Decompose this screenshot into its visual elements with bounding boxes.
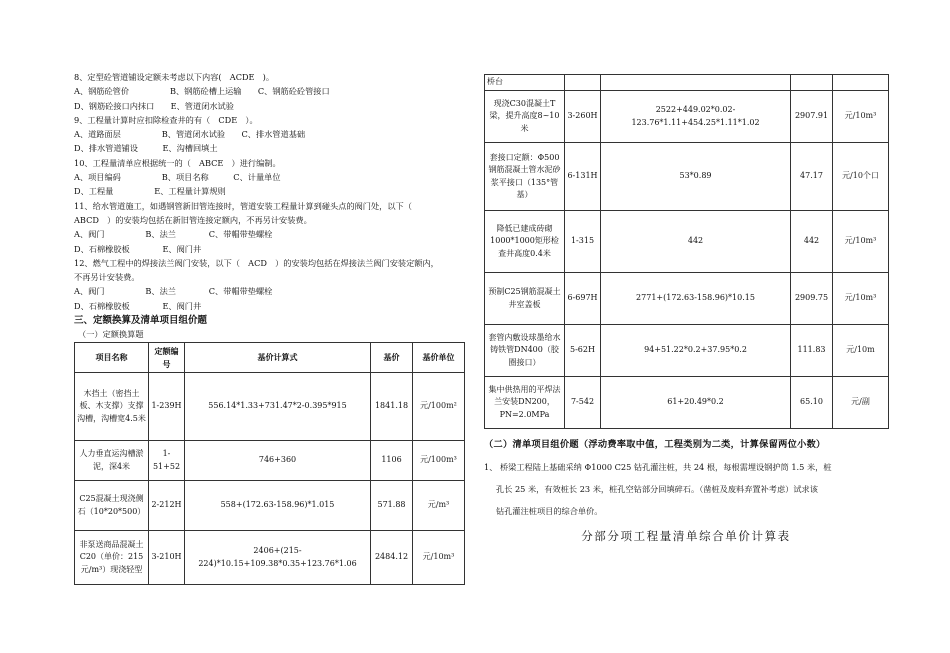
table-row xyxy=(75,373,465,441)
cell-name: 降低已建成砖砌1000*1000矩形检查井高度0.4米 xyxy=(485,211,565,273)
cell-code: 3-260H xyxy=(565,91,601,143)
table-row xyxy=(485,377,889,429)
cell-code: 3-210H xyxy=(149,531,185,585)
question-11: 11、给水管道施工，如遇钢管新旧管连接时，管道安装工程量计算到碰头点的阀门处，以下（ xyxy=(74,200,412,211)
subsection-2-heading: （二）清单项目组价题（浮动费率取中值，工程类别为二类，计算保留两位小数） xyxy=(484,439,826,450)
cell-price: 1106 xyxy=(371,441,413,481)
cell-unit: 元/10m³ xyxy=(833,91,889,143)
cell-price: 2484.12 xyxy=(371,531,413,585)
cell-unit: 元/100m³ xyxy=(413,441,465,481)
cell-formula: 61+20.49*0.2 xyxy=(601,377,791,429)
cell-formula: 558+(172.63-158.96)*1.015 xyxy=(185,481,371,531)
cell-formula: 2406+(215-224)*10.15+109.38*0.35+123.76*1.06 xyxy=(185,531,371,585)
question-10-options-b: D、工程量 E、工程量计算规则 xyxy=(74,186,226,197)
header-price: 基价 xyxy=(371,343,413,373)
cell-name: 人力垂直运沟槽淤泥，深4米 xyxy=(75,441,149,481)
cell-formula: 94+51.22*0.2+37.95*0.2 xyxy=(601,325,791,377)
question-9-options-a: A、道路面层 B、管道闭水试验 C、排水管道基础 xyxy=(74,129,306,140)
table-row xyxy=(485,91,889,143)
cell-unit: 元/10m³ xyxy=(413,531,465,585)
table-row xyxy=(485,75,889,91)
cell-formula xyxy=(601,75,791,91)
cell-name: 套管内敷设球墨给水铸铁管DN400（胶圈接口） xyxy=(485,325,565,377)
question-11-cont: ABCD ）的安装均包括在新旧管连接定额内，不再另计安装费。 xyxy=(74,214,312,225)
problem-paragraph-line-2: 孔长 25 米，有效桩长 23 米，桩孔空钻部分回填碎石。（凿桩及废料弃置补考虑）试求该 xyxy=(496,484,818,494)
cell-code: 2-212H xyxy=(149,481,185,531)
cell-name: 预制C25钢筋混凝土井室盖板 xyxy=(485,273,565,325)
question-9-options-b: D、排水管道铺设 E、沟槽回填土 xyxy=(74,143,218,154)
problem-paragraph-line-1: 1、 桥梁工程陆上基础采纳 Φ1000 C25 钻孔灌注桩，共 24 根，每根需埋设钢护筒 1.5 米，桩 xyxy=(484,462,832,472)
cell-name: 木挡土（密挡土板、木支撑）支撑沟槽，沟槽宽4.5米 xyxy=(75,373,149,441)
cell-price: 1841.18 xyxy=(371,373,413,441)
question-9: 9、工程量计算时应扣除检查井的有（ CDE ）。 xyxy=(74,114,258,125)
cell-price: 65.10 xyxy=(791,377,833,429)
cell-name: 非泵送商品混凝土C20（单价：215元/m³）现浇轻型 xyxy=(75,531,149,585)
cell-code: 6-697H xyxy=(565,273,601,325)
question-11-options-b: D、石棉橡胶板 E、阀门井 xyxy=(74,243,202,254)
cell-price: 111.83 xyxy=(791,325,833,377)
subsection-1-heading: （一）定额换算题 xyxy=(78,329,144,340)
table-caption: 分部分项工程量清单综合单价计算表 xyxy=(581,529,791,543)
question-12-options-b: D、石棉橡胶板 E、阀门井 xyxy=(74,300,202,311)
header-name: 项目名称 xyxy=(75,343,149,373)
cell-formula: 556.14*1.33+731.47*2-0.395*915 xyxy=(185,373,371,441)
quota-conversion-table-continued xyxy=(484,74,889,429)
cell-unit: 元/m³ xyxy=(413,481,465,531)
cell-name: 套接口定额：Φ500钢筋混凝土管水泥砂浆平接口（135°管基） xyxy=(485,143,565,211)
header-code: 定额编号 xyxy=(149,343,185,373)
question-8-options-b: D、钢筋砼接口内抹口 E、管道闭水试验 xyxy=(74,100,234,111)
question-11-options-a: A、阀门 B、法兰 C、带帽带垫螺栓 xyxy=(74,229,273,240)
header-formula: 基价计算式 xyxy=(185,343,371,373)
cell-code: 1-51+52 xyxy=(149,441,185,481)
cell-formula: 746+360 xyxy=(185,441,371,481)
cell-price: 442 xyxy=(791,211,833,273)
cell-price xyxy=(791,75,833,91)
cell-code: 1-239H xyxy=(149,373,185,441)
cell-price: 2909.75 xyxy=(791,273,833,325)
question-10-options-a: A、项目编码 B、项目名称 C、计量单位 xyxy=(74,172,281,183)
question-12-options-a: A、阀门 B、法兰 C、带帽带垫螺栓 xyxy=(74,286,273,297)
cell-code xyxy=(565,75,601,91)
question-12-cont: 不再另计安装费。 xyxy=(74,272,140,283)
header-unit: 基价单位 xyxy=(413,343,465,373)
cell-name: 桥台 xyxy=(485,75,565,91)
cell-code: 6-131H xyxy=(565,143,601,211)
table-row xyxy=(485,211,889,273)
cell-name: C25混凝土现浇侧石（10*20*500） xyxy=(75,481,149,531)
right-column xyxy=(484,74,888,544)
cell-formula: 2522+449.02*0.02-123.76*1.11+454.25*1.11*1.02 xyxy=(601,91,791,143)
question-8-options-a: A、钢筋砼管价 B、钢筋砼槽上运输 C、钢筋砼砼管接口 xyxy=(74,86,330,97)
question-10: 10、工程量清单应根据统一的（ ABCE ）进行编制。 xyxy=(74,157,281,168)
cell-code: 1-315 xyxy=(565,211,601,273)
cell-unit: 元/10m xyxy=(833,325,889,377)
cell-unit: 元/10m³ xyxy=(833,211,889,273)
cell-name: 现浇C30混凝土T梁，提升高度8~10米 xyxy=(485,91,565,143)
table-row xyxy=(485,273,889,325)
table-row xyxy=(485,143,889,211)
cell-code: 7-542 xyxy=(565,377,601,429)
question-12: 12、燃气工程中的焊接法兰阀门安装，以下（ ACD ）的安装均包括在焊接法兰阀门安装定额内， xyxy=(74,257,439,268)
quota-conversion-table xyxy=(74,342,465,585)
section-3-heading: 三、定额换算及清单项目组价题 xyxy=(74,315,208,327)
cell-price: 47.17 xyxy=(791,143,833,211)
table-row xyxy=(75,441,465,481)
cell-unit: 元/100m² xyxy=(413,373,465,441)
cell-price: 2907.91 xyxy=(791,91,833,143)
cell-code: 5-62H xyxy=(565,325,601,377)
cell-price: 571.88 xyxy=(371,481,413,531)
cell-unit: 元/10个口 xyxy=(833,143,889,211)
cell-formula: 2771+(172.63-158.96)*10.15 xyxy=(601,273,791,325)
cell-unit: 元/副 xyxy=(833,377,889,429)
left-column xyxy=(74,70,464,585)
problem-paragraph-line-3: 钻孔灌注桩项目的综合单价。 xyxy=(496,506,603,516)
cell-name: 集中供热用的平焊法兰安装DN200，PN=2.0MPa xyxy=(485,377,565,429)
table-row xyxy=(75,481,465,531)
table-row xyxy=(75,531,465,585)
cell-unit: 元/10m³ xyxy=(833,273,889,325)
cell-unit xyxy=(833,75,889,91)
question-8: 8、定型砼管道铺设定额未考虑以下内容( ACDE )。 xyxy=(74,72,275,82)
cell-formula: 442 xyxy=(601,211,791,273)
cell-formula: 53*0.89 xyxy=(601,143,791,211)
table-row xyxy=(485,325,889,377)
